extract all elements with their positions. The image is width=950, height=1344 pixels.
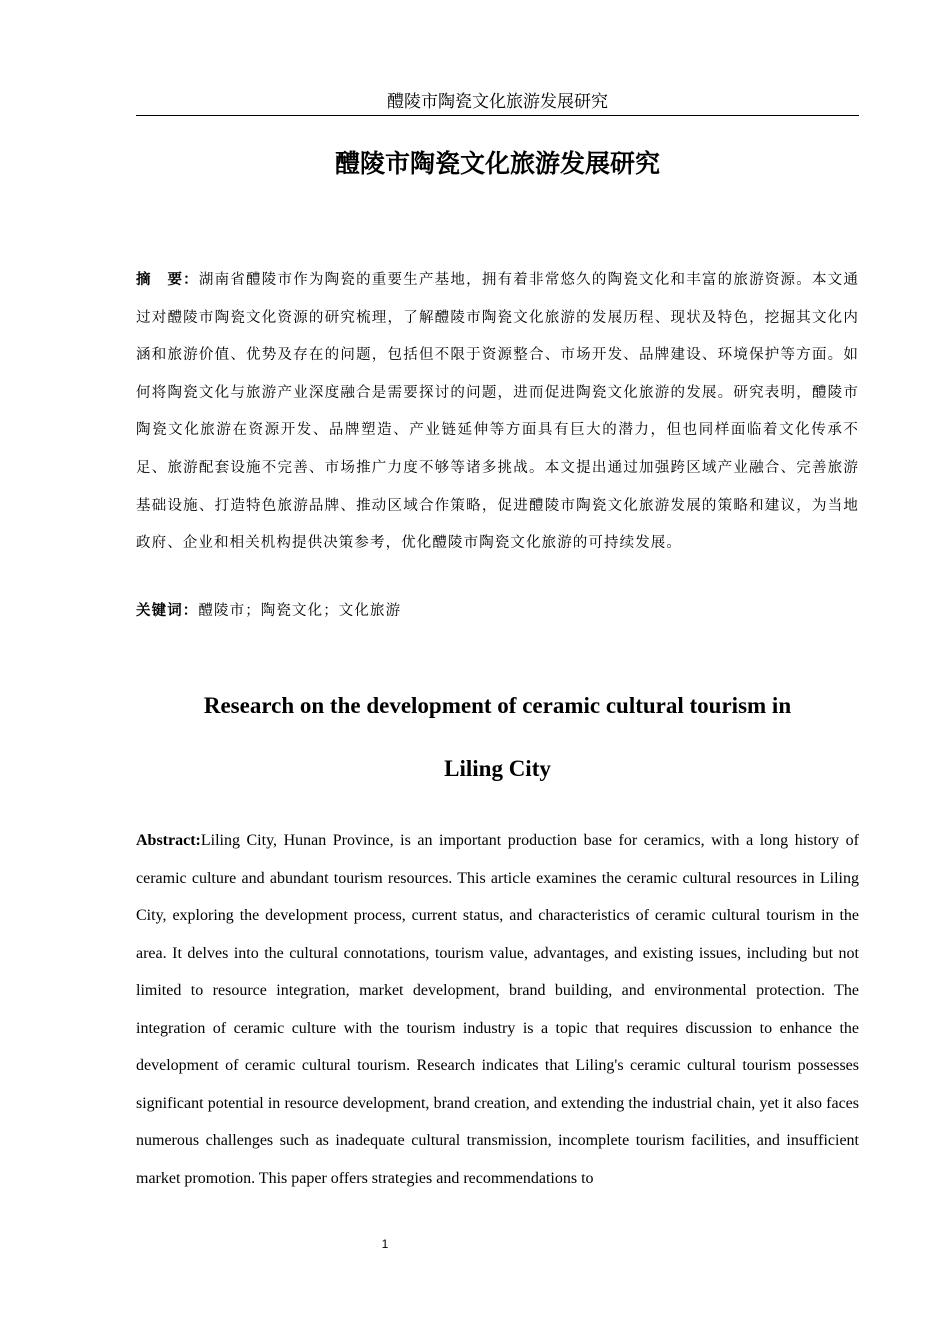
chinese-keywords-text: 醴陵市；陶瓷文化；文化旅游 [198,603,402,619]
english-title-line-2: Liling City [444,756,551,781]
running-header: 醴陵市陶瓷文化旅游发展研究 [136,91,859,116]
english-abstract-text: Liling City, Hunan Province, is an important production base for ceramics, with a long history of ceramic culture and abundant tourism resources. This article examines the ceramic cultural resources in Liling City, exploring the development process, current status, and characteristics of ceramic cultural tourism in the area. It delves into the cultural connotations, tourism value, advantages, and existing issues, including but not limited to resource integration, market development, brand building, and environmental protection. The integration of ceramic culture with the tourism industry is a topic that requires discussion to enhance the development of ceramic cultural tourism. Research indicates that Liling's ceramic cultural tourism possesses significant potential in resource development, brand creation, and extending the industrial chain, yet it also faces numerous challenges such as inadequate cultural transmission, incomplete tourism facilities, and insufficient market promotion. This paper offers strategies and recommendations to [136,832,859,1187]
english-title [136,674,859,800]
english-abstract [136,822,859,1197]
chinese-abstract [136,262,859,563]
chinese-abstract-label: 摘 要： [136,272,199,288]
chinese-keywords-label: 关键词： [136,603,199,619]
chinese-title: 醴陵市陶瓷文化旅游发展研究 [334,149,660,178]
page-number: 1 [381,1237,389,1251]
english-title-line-1: Research on the development of ceramic cultural tourism in [203,693,792,718]
english-abstract-label: Abstract: [136,832,201,849]
chinese-abstract-text: 湖南省醴陵市作为陶瓷的重要生产基地，拥有着非常悠久的陶瓷文化和丰富的旅游资源。本文通过对醴陵市陶瓷文化资源的研究梳理，了解醴陵市陶瓷文化旅游的发展历程、现状及特色，挖掘其文化内涵和旅游价值、优势及存在的问题，包括但不限于资源整合、市场开发、品牌建设、环境保护等方面。如何将陶瓷文化与旅游产业深度融合是需要探讨的问题，进而促进陶瓷文化旅游的发展。研究表明，醴陵市陶瓷文化旅游在资源开发、品牌塑造、产业链延伸等方面具有巨大的潜力，但也同样面临着文化传承不足、旅游配套设施不完善、市场推广力度不够等诸多挑战。本文提出通过加强跨区域产业融合、完善旅游基础设施、打造特色旅游品牌、推动区域合作策略，促进醴陵市陶瓷文化旅游发展的策略和建议，为当地政府、企业和相关机构提供决策参考，优化醴陵市陶瓷文化旅游的可持续发展。 [136,272,859,552]
chinese-keywords [136,597,859,625]
